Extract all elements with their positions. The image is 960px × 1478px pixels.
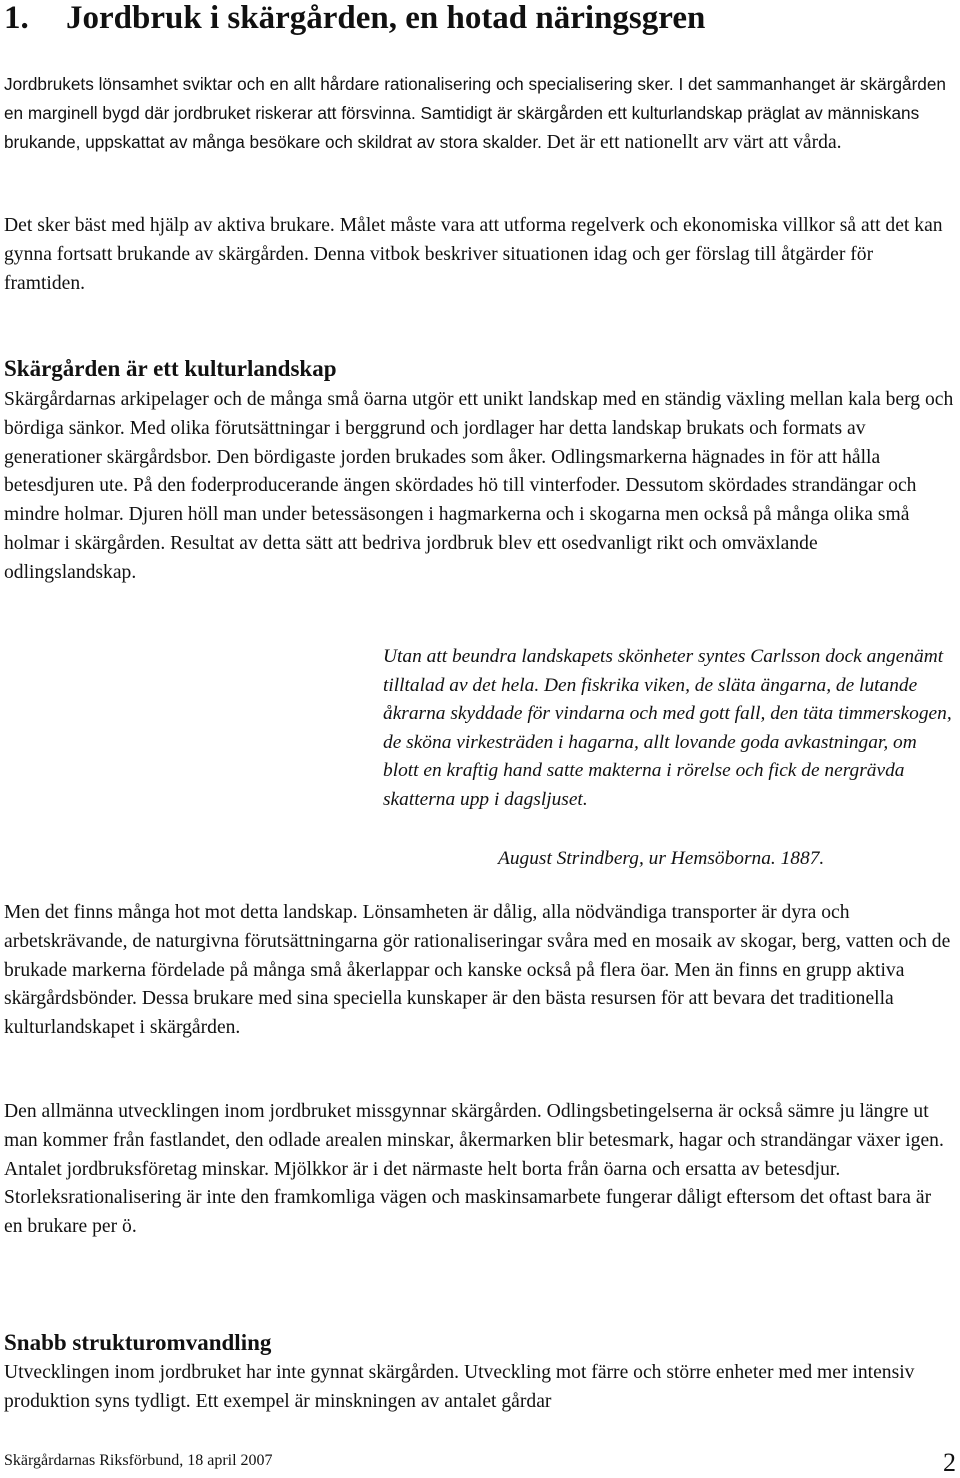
section-heading-strukturomvandling: Snabb strukturomvandling [4,1330,272,1355]
section-heading-kulturlandskap: Skärgården är ett kulturlandskap [4,356,337,381]
intro-paragraph-1-part2: Det är ett nationellt arv värt att vårda. [546,131,842,153]
chapter-number: 1. [4,0,29,36]
chapter-heading [4,0,705,38]
section-strukturomvandling-paragraph: Utvecklingen inom jordbruket har inte gynnat skärgården. Utveckling mot färre och större enheter med mer intensiv produktion syns tydligt. Ett exempel är minskningen av antalet gårdar [4,1362,915,1412]
chapter-title: Jordbruk i skärgården, en hotad näringsgren [66,0,706,36]
intro-paragraph-1 [4,70,954,157]
intro-paragraph-2 [4,212,954,298]
threats-paragraph-2: Den allmänna utvecklingen inom jordbruket missgynnar skärgården. Odlingsbetingelserna är också sämre ju längre ut man kommer från fastlandet, den odlade arealen minskar, åkermarken blir betesmark, hagar och strandängar växer igen. Antalet jordbruksföretag minskar. Mjölkkor är i det närmaste helt borta från öarna och ersatta av betesdjur. Storleksrationalisering är inte den framkomliga vägen och maskinsamarbete fungerar dåligt eftersom det oftast bara är en brukare per ö. [4,1101,944,1238]
strindberg-quote: Utan att beundra landskapets skönheter syntes Carlsson dock angenämt tilltalad av det hela. Den fiskrika viken, de släta ängarna, de lutande åkrarna skyddade för vindarna och med gott fall, den täta timmerskogen, de sköna virkesträden i hagarna, allt lovande goda avkastningar, om blott en kraftig hand satte makterna i rörelse och fick de nergrävda skatterna upp i dagsljuset. [383,646,952,810]
intro-paragraph-2-part2: Målet måste vara att utforma regelverk och ekonomiska villkor så att det kan gynna fortsatt brukande av skärgården. [4,215,943,265]
intro-paragraph-1-part1: Jordbrukets lönsamhet sviktar och en allt hårdare rationalisering och specialisering sker. I det sammanhanget är skärgården en marginell bygd där jordbruket riskerar att försvinna. Samtidigt är skärgården ett kulturlandskap präglat av människans brukande, uppskattat av många besökare och skildrat av stora skalder. [4,74,946,152]
intro-paragraph-2-part1: Det sker bäst med hjälp av aktiva brukare. [4,215,335,236]
section-kulturlandskap-paragraph: Skärgårdarnas arkipelager och de många små öarna utgör ett unikt landskap med en ständig växling mellan kala berg och bördiga sänkor. Med olika förutsättningar i berggrund och jordlager har detta landskap brukats och formats av generationer skärgårdsbor. Den bördigaste jorden brukades som åker. Odlingsmarkerna hägnades in för att hålla betesdjuren ute. På den foderproducerande ängen skördades hö till vinterfoder. Dessutom skördades strandängar och mindre holmar. Djuren höll man under betessäsongen i hagmarkerna och i skogarna men också på många olika små holmar i skärgården. Resultat av detta sätt att bedriva jordbruk blev ett osedvanligt rikt och omväxlande odlingslandskap. [4,389,954,583]
quote-attribution: August Strindberg, ur Hemsöborna. 1887. [498,848,825,869]
page-number: 2 [943,1448,956,1477]
intro-paragraph-2-part3: Denna vitbok beskriver situationen idag och ger förslag till åtgärder för framtiden. [4,243,874,294]
page-footer: Skärgårdarnas Riksförbund, 18 april 2007 [4,1452,273,1469]
threats-paragraph-1: Men det finns många hot mot detta landskap. Lönsamheten är dålig, alla nödvändiga transporter är dyra och arbetskrävande, de naturgivna förutsättningarna gör rationaliseringar svåra med en mosaik av skogar, berg, vatten och de brukade markerna fördelade på många små åkerlappar och kanske också på flera öar. Men än finns en grupp aktiva skärgårdsbönder. Dessa brukare med sina speciella kunskaper är den bästa resursen för att bevara det traditionella kulturlandskapet i skärgården. [4,902,951,1039]
